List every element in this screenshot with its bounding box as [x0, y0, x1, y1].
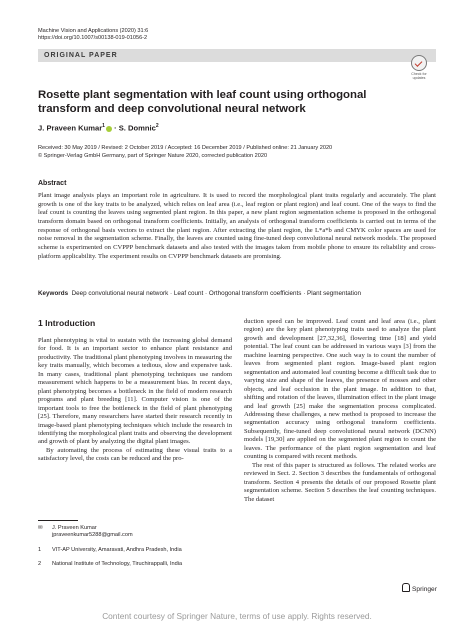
paper-title: Rosette plant segmentation with leaf count using orthogonal transform and deep convolutional neural network	[38, 89, 367, 115]
author-name[interactable]: J. Praveen Kumar	[38, 123, 103, 133]
right-column	[244, 318, 436, 504]
affiliation-1	[38, 547, 232, 554]
footnote-divider	[38, 520, 78, 521]
affiliation-number: 1	[38, 547, 42, 553]
affiliation-text: National Institute of Technology, Tiruchirappalli, India	[52, 561, 183, 567]
affiliation-number: 2	[38, 561, 42, 567]
publisher-name: Springer	[412, 586, 437, 593]
springer-horse-icon	[402, 583, 410, 592]
corresponding-email[interactable]: jpraveenkumar5288@gmail.com	[52, 532, 133, 539]
check-for-updates-badge[interactable]	[404, 55, 434, 79]
doi-link[interactable]: https://doi.org/10.1007/s00138-019-01056-2	[38, 35, 148, 42]
abstract-heading: Abstract	[38, 180, 67, 187]
journal-citation: Machine Vision and Applications (2020) 31:6	[38, 28, 149, 34]
keywords-text: Deep convolutional neural network · Leaf count · Orthogonal transform coefficients · Plant segmentation	[71, 290, 361, 297]
author-name[interactable]: S. Domnic	[118, 123, 156, 133]
paragraph: The rest of this paper is structured as follows. The related works are reviewed in Sect. 2. Section 3 describes the fundamentals of orthogonal transform. Section 4 presents the details of our proposed Rosette plant segmentation scheme. Section 5 describes the leaf counting techniques. The dataset	[244, 461, 436, 503]
affiliation-text: VIT-AP University, Amaravati, Andhra Pradesh, India	[52, 547, 182, 553]
left-column	[38, 337, 232, 464]
envelope-icon: ✉	[38, 525, 43, 531]
check-updates-line1: Check for	[411, 72, 427, 76]
publication-history	[38, 145, 332, 160]
article-type-label: ORIGINAL PAPER	[44, 51, 118, 59]
section-heading: 1 Introduction	[38, 318, 96, 328]
courtesy-notice: Content courtesy of Springer Nature, terms of use apply. Rights reserved.	[102, 611, 372, 621]
author-list	[38, 123, 159, 133]
affiliation-marker: 1	[102, 123, 105, 129]
keywords	[38, 290, 436, 297]
author-separator: ·	[111, 123, 119, 133]
abstract-text: Plant image analysis plays an important role in agriculture. It is used to record the morphological plant traits regularly and accurately. The plant growth is one of the key traits to be analyzed, which relies on leaf area (i.e., leaf region or plant region) and leaf count. One of the ways to find the leaf count is counting the leaves using segmented plant region. In this paper, a new plant region segmentation scheme is proposed in the orthogonal transform domain based on orthogonal transform coefficients. Initially, an analysis of orthogonal transform coefficients is carried out in terms of the response of orthogonal basis vectors to extract the plant region. After extracting the plant region, the L*a*b and CMYK color spaces are used for noise removal in the segmentation scheme. Finally, the leaves are counted using fine-tuned deep convolutional neural network models. The proposed scheme is experimented on CVPPP benchmark datasets and also tested with the images taken from mobile phone to ensure its reliability and cross-platform applicability. The experiment results on CVPPP benchmark datasets are promising.	[38, 192, 436, 260]
paragraph: By automating the process of estimating these visual traits to a satisfactory level, the costs can be reduced and the pro-	[38, 446, 232, 463]
publisher-logo	[402, 583, 437, 593]
keywords-label: Keywords	[38, 290, 69, 297]
affiliation-2	[38, 561, 232, 568]
paragraph: Plant phenotyping is vital to sustain with the increasing global demand for food. It is an important sector to enhance plant resistance and productivity. The traditional plant phenotyping involves in measuring the key traits manually, which becomes a tedious, slow and expensive task. In many cases, traditional plant phenotyping techniques use random measurement which happens to be a measurement bias. In recent days, plant phenotyping becomes a bottleneck in the field of modern research programs and plant breeding [11]. Computer vision is one of the important tools to free the bottleneck in the field of plant phenotyping [25]. Therefore, many researchers have started their research recently in image-based plant phenotyping techniques which include the research in identifying the morphological plant traits and observing the development and growth of plant by analyzing the digital plant images.	[38, 337, 232, 446]
check-updates-line2: updates	[412, 76, 426, 80]
check-updates-icon	[411, 55, 427, 71]
history-dates: Received: 30 May 2019 / Revised: 2 October 2019 / Accepted: 16 December 2019 / Published online: 21 January 2020	[38, 145, 333, 151]
affiliation-marker: 2	[155, 123, 159, 129]
paragraph: duction speed can be improved. Leaf count and leaf area (i.e., plant region) are the key plant phenotyping traits used to analyze the plant growth and development [27,32,36], flowering time [18] and yield potential. The leaf count can be addressed in various ways [3] from the machine learning perspective. One such way is to count the number of leaves from segmented plant region. Image-based plant region segmentation and automated leaf counting become a difficult task due to varying size and shape of the leaves, the presence of mosses and other objects, and leaf occlusion in the plant image. In addition to that, shifting and rotation of the leaves, illumination effect in the plant image and leaf growth [25] make the segmentation process complicated. Addressing these challenges, a new method is proposed to increase the segmentation accuracy using orthogonal transform coefficients. Subsequently, fine-tuned deep convolutional neural network (DCNN) models [19,30] are applied on the segmented plant region to count the leaves. The performance of the plant region segmentation and leaf counting is compared with recent methods.	[244, 318, 436, 461]
journal-header	[38, 28, 148, 43]
copyright-line: © Springer-Verlag GmbH Germany, part of Springer Nature 2020, corrected publication 2020	[38, 152, 268, 159]
corresponding-author	[38, 525, 232, 540]
corresponding-name: J. Praveen Kumar	[52, 525, 97, 531]
